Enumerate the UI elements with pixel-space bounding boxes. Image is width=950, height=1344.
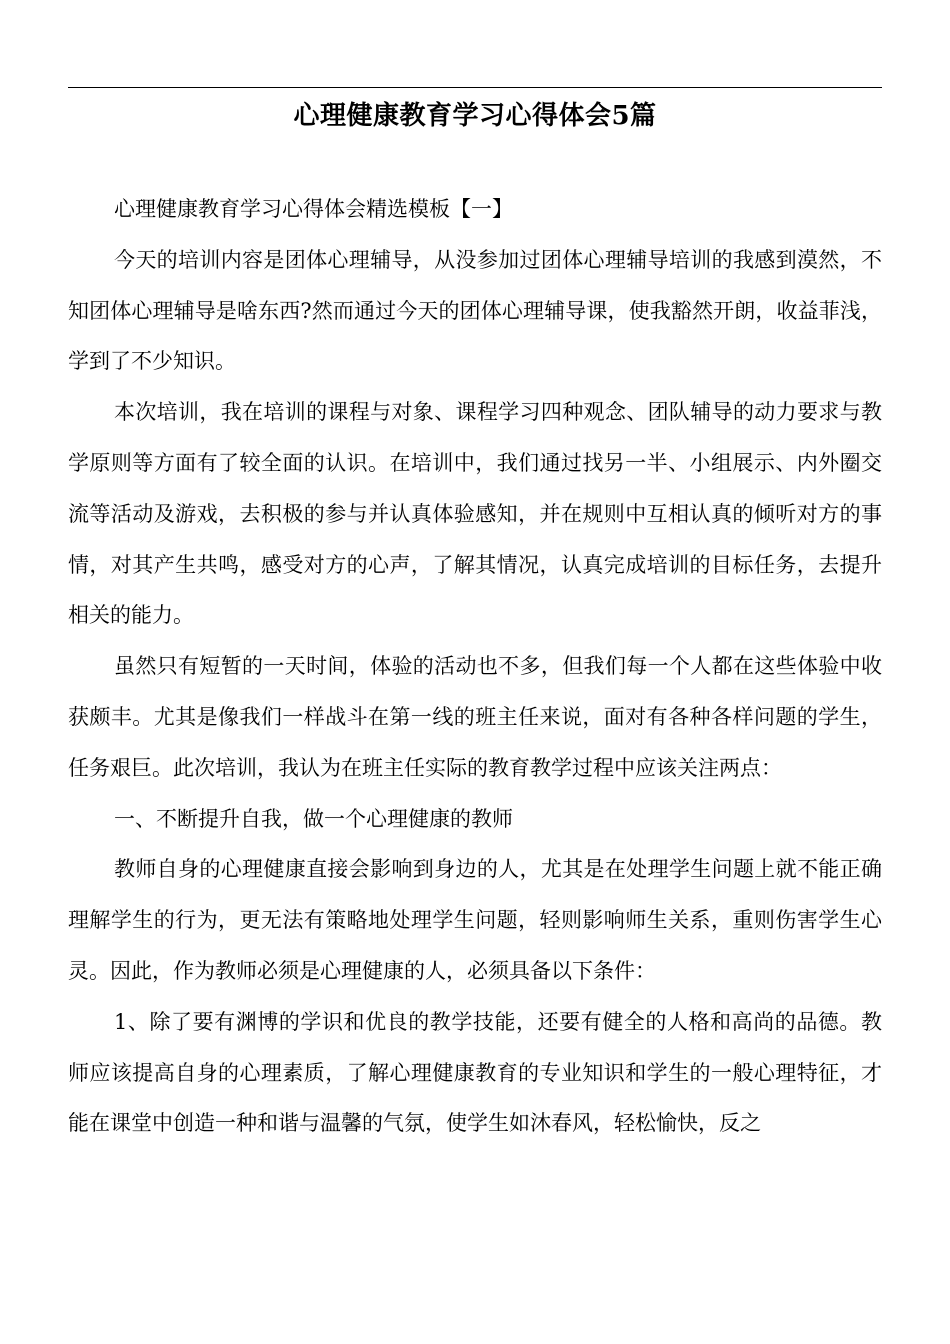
header-rule [68,87,882,88]
section-heading: 心理健康教育学习心得体会精选模板【一】 [114,197,513,221]
document-body [68,184,882,1149]
body-paragraph: 虽然只有短暂的一天时间，体验的活动也不多，但我们每一个人都在这些体验中收获颇丰。尤其是像我们一样战斗在第一线的班主任来说，面对有各种各样问题的学生，任务艰巨。此次培训，我认为在班主任实际的教育教学过程中应该关注两点： [68,654,882,780]
section-heading: 一、不断提升自我，做一个心理健康的教师 [114,806,513,831]
body-paragraph: 教师自身的心理健康直接会影响到身边的人，尤其是在处理学生问题上就不能正确理解学生的行为，更无法有策略地处理学生问题，轻则影响师生关系，重则伤害学生心灵。因此，作为教师必须是心理健康的人，必须具备以下条件： [68,857,882,983]
body-paragraph: 今天的培训内容是团体心理辅导，从没参加过团体心理辅导培训的我感到漠然，不知团体心理辅导是啥东西?然而通过今天的团体心理辅导课，使我豁然开朗，收益菲浅，学到了不少知识。 [68,247,882,374]
body-paragraph: 1、除了要有渊博的学识和优良的教学技能，还要有健全的人格和高尚的品德。教师应该提高自身的心理素质，了解心理健康教育的专业知识和学生的一般心理特征，才能在课堂中创造一种和谐与温馨的气氛，使学生如沐春风，轻松愉快，反之 [68,1009,882,1136]
body-paragraph: 本次培训，我在培训的课程与对象、课程学习四种观念、团队辅导的动力要求与教学原则等方面有了较全面的认识。在培训中，我们通过找另一半、小组展示、内外圈交流等活动及游戏，去积极的参与并认真体验感知，并在规则中互相认真的倾听对方的事情，对其产生共鸣，感受对方的心声，了解其情况，认真完成培训的目标任务，去提升相关的能力。 [68,400,882,628]
document-title: 心理健康教育学习心得体会5篇 [293,101,657,131]
